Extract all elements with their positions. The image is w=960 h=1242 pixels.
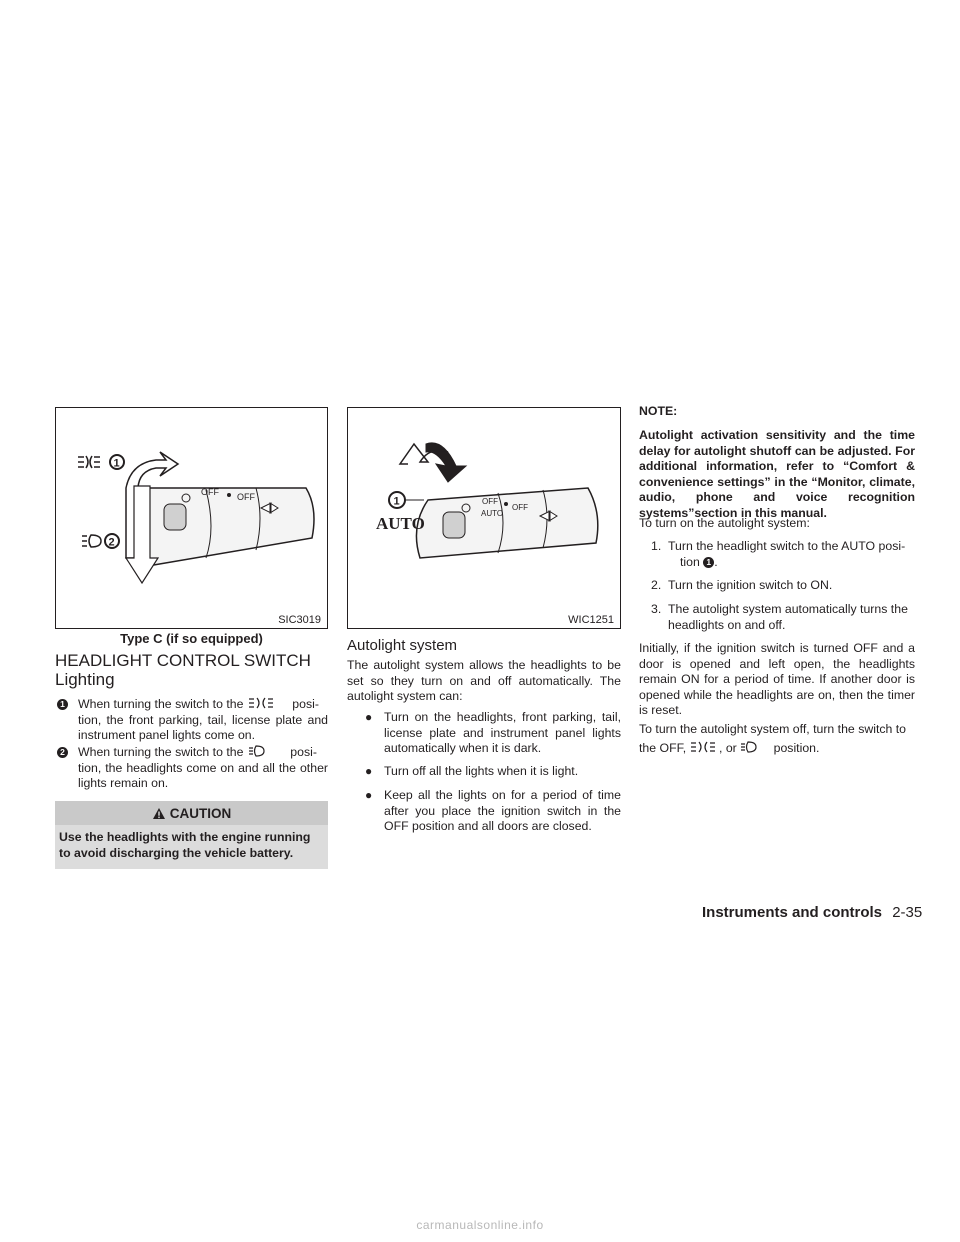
off-label-inner: OFF: [512, 503, 528, 512]
item-continuation: tion, the headlights come on and all the other lights remain on.: [78, 760, 328, 790]
turn-on-intro: To turn on the autolight system:: [639, 516, 810, 530]
auto-label-big: AUTO: [376, 514, 425, 533]
bullet-text: Turn off all the lights when it is light.: [384, 764, 579, 778]
headlight-icon: [740, 741, 758, 753]
autolight-heading: Autolight system: [347, 637, 458, 654]
warning-icon: [152, 807, 166, 820]
auto-label-small: AUTO: [481, 509, 504, 518]
parking-light-icon: [78, 456, 100, 468]
note-text: Autolight activation sensitivity and the time delay for autolight shutoff can be adjusted. For additional information, refer to “Comfort & convenience settings” in the “Monitor, climate, audio, phone and voice recognition systems”section in this manual.: [639, 428, 915, 520]
list-item-2: [55, 745, 328, 792]
parking-light-icon: [690, 741, 716, 753]
caution-header: [55, 801, 328, 825]
off-label-outer: OFF: [201, 487, 219, 497]
caution-title: CAUTION: [169, 805, 232, 821]
figure-headlight-switch-type-c: [55, 407, 328, 629]
page-number: 2-35: [892, 904, 923, 921]
off-label-inner: OFF: [237, 492, 255, 502]
turn-off-text-a: the OFF,: [639, 741, 687, 755]
item-text: When turning the switch to the: [78, 697, 244, 711]
bullet-dot: ●: [365, 764, 373, 778]
turn-off-line1: To turn the autolight system off, turn the switch to: [639, 722, 907, 736]
bullet-item: [365, 710, 621, 757]
off-label-outer: OFF: [482, 497, 498, 506]
step-number: 1.: [651, 539, 662, 553]
bullet-text: Turn on the headlights, front parking, tail, license plate and instrument panel lights automatically when it is dark.: [384, 710, 621, 755]
page-footer: [702, 904, 922, 921]
item-text-suffix: posi-: [292, 697, 319, 711]
headlight-switch-illustration: [56, 408, 328, 629]
autolight-intro: The autolight system allows the headlights to be set so they turn on and off automatically. The autolight system can:: [347, 658, 621, 703]
figure-code: SIC3019: [278, 614, 321, 626]
callout-badge: 1: [703, 557, 714, 568]
list-item-1: [55, 697, 328, 744]
step-text: The autolight system automatically turns the headlights on and off.: [668, 602, 908, 632]
turn-off-line2: [639, 741, 915, 757]
headlight-icon: [247, 745, 267, 757]
figure-code: WIC1251: [568, 614, 614, 626]
step-text-end: .: [714, 554, 718, 569]
item-continuation: tion, the front parking, tail, license plate and instrument panel lights come on.: [78, 712, 328, 742]
section-subtitle: Lighting: [55, 670, 115, 689]
step-text: Turn the ignition switch to ON.: [668, 578, 833, 592]
headlight-icon: [82, 535, 101, 547]
bullet-item: [365, 764, 621, 780]
step-item: [651, 578, 915, 594]
item-text-suffix: posi-: [290, 745, 317, 759]
callout-1: 1: [113, 457, 120, 470]
step-item: [651, 539, 915, 570]
step-text: Turn the headlight switch to the AUTO posi-: [668, 539, 906, 553]
section-title-line1: HEADLIGHT CONTROL SWITCH: [55, 651, 311, 670]
turn-off-text-c: position.: [773, 741, 820, 755]
step-number: 3.: [651, 602, 662, 616]
step-number: 2.: [651, 578, 662, 592]
item-text: When turning the switch to the: [78, 745, 244, 759]
figure-caption: Type C (if so equipped): [120, 631, 263, 646]
bullet-dot: ●: [365, 710, 373, 724]
section-title: [55, 651, 335, 689]
autolight-switch-illustration: [348, 408, 621, 629]
bullet-text: Keep all the lights on for a period of time after you place the ignition switch in the OFF position and all doors are closed.: [384, 788, 621, 833]
initially-paragraph: Initially, if the ignition switch is turned OFF and a door is opened and left open, the headlights remain ON for a period of time. If another door is opened while the headlights are on, then the timer is reset.: [639, 641, 915, 717]
note-heading: NOTE:: [639, 404, 678, 418]
bullet-item: [365, 788, 621, 835]
turn-off-text-b: , or: [719, 741, 737, 755]
caution-body: Use the headlights with the engine running to avoid discharging the vehicle battery.: [55, 825, 328, 869]
footer-section: Instruments and controls: [702, 904, 883, 921]
step-text: tion: [680, 554, 700, 569]
item-number-badge: 1: [57, 699, 68, 710]
item-number-badge: 2: [57, 747, 68, 758]
bullet-dot: ●: [365, 788, 373, 802]
figure-autolight-switch: [347, 407, 621, 629]
step-item: [651, 602, 915, 633]
watermark: carmanualsonline.info: [416, 1218, 544, 1232]
parking-light-icon: [247, 697, 275, 709]
callout-2: 2: [108, 536, 115, 549]
callout-1: 1: [393, 495, 400, 508]
